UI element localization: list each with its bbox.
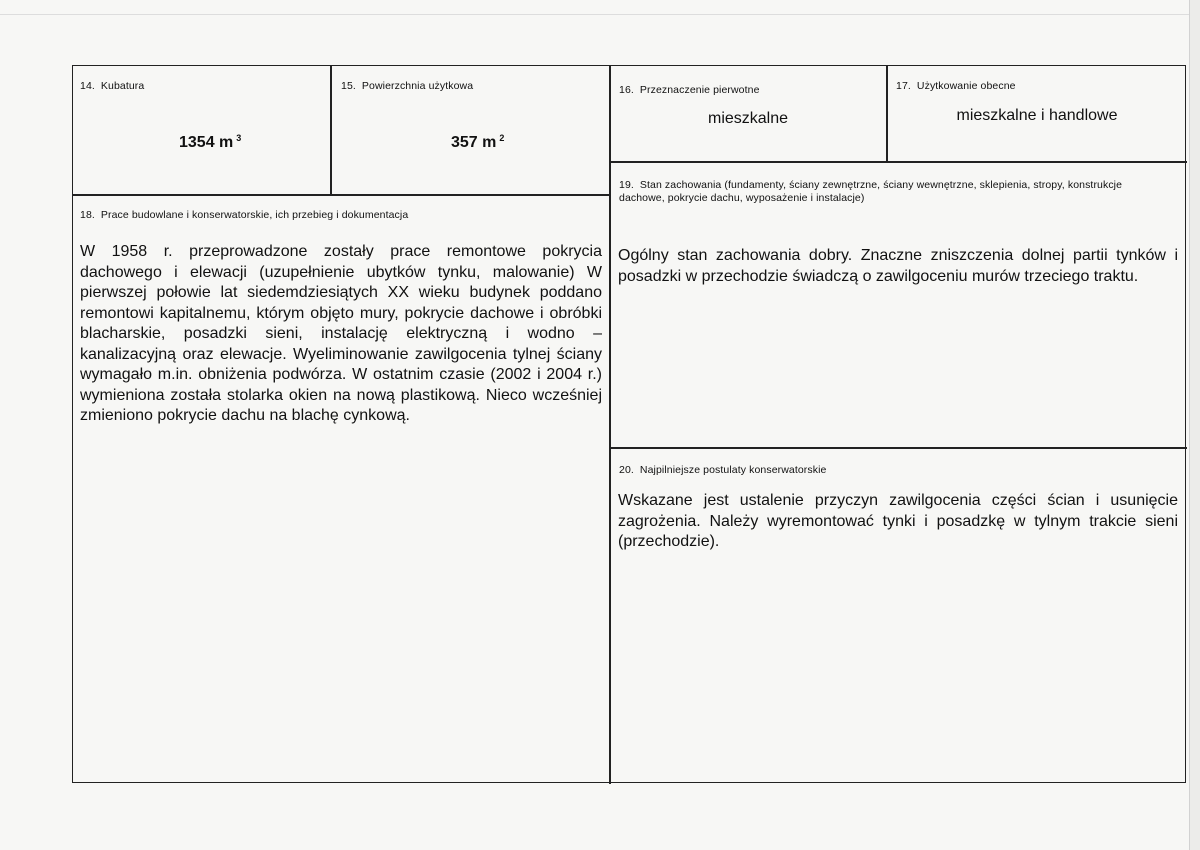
field-15-caption	[341, 80, 473, 92]
form-frame	[72, 65, 1186, 783]
field-18-number: 18.	[80, 209, 95, 221]
field-14-label: Kubatura	[100, 80, 145, 92]
divider-v-main	[609, 66, 611, 784]
field-18-text: W 1958 r. przeprowadzone zostały prace remontowe pokrycia dachowego i elewacji (uzupełnienie ubytków tynku, malowanie) W pierwszej połowie lat siedemdziesiątych XX wieku budynek poddano remontowi kapitalnemu, którym objęto mury, pokrycie dachowe i obróbki blacharskie, posadzki sieni, instalację elektryczną i wodno – kanalizacyjną oraz elewacje. Wyeliminowanie zawilgocenia tylnej ściany wymagało m.in. obniżenia podwórza. W ostatnim czasie (2002 i 2004 r.) wymieniona została stolarka okien na nową plastikową. Nieco wcześniej zmieniono pokrycie dachu na blachę cynkową.	[80, 243, 602, 424]
scan-top-edge	[0, 0, 1200, 15]
divider-v-14-15	[330, 66, 332, 194]
field-14-value-text: 1354 m	[179, 134, 234, 151]
field-14-number: 14.	[80, 80, 95, 92]
divider-h-left	[73, 194, 610, 196]
divider-h-right-2	[609, 447, 1187, 449]
field-17-number: 17.	[896, 80, 911, 92]
field-19-caption	[619, 179, 1164, 205]
field-15-unit-sup: 2	[499, 133, 505, 143]
field-15-number: 15.	[341, 80, 356, 92]
field-14-caption	[80, 80, 144, 92]
field-19-number: 19.	[619, 179, 634, 191]
field-15-value	[451, 134, 504, 152]
divider-h-right-1	[609, 161, 1187, 163]
field-18-label: Prace budowlane i konserwatorskie, ich przebieg i dokumentacja	[100, 209, 409, 221]
field-19-text: Ogólny stan zachowania dobry. Znaczne zniszczenia dolnej partii tynków i posadzki w przechodzie świadczą o zawilgoceniu murów trzeciego traktu.	[618, 247, 1178, 285]
field-20-text: Wskazane jest ustalenie przyczyn zawilgocenia części ścian i usunięcie zagrożenia. Należy wyremontować tynki i posadzkę w tylnym trakcie sieni (przechodzie).	[618, 492, 1178, 550]
field-15-label: Powierzchnia użytkowa	[361, 80, 474, 92]
field-16-label: Przeznaczenie pierwotne	[639, 84, 760, 96]
field-17-value: mieszkalne i handlowe	[956, 107, 1118, 124]
field-20-number: 20.	[619, 464, 634, 476]
field-16-number: 16.	[619, 84, 634, 96]
field-15-value-text: 357 m	[451, 134, 497, 151]
field-20-caption	[619, 464, 826, 476]
field-18-caption	[80, 209, 408, 221]
field-20-label: Najpilniejsze postulaty konserwatorskie	[639, 464, 827, 476]
field-14-unit-sup: 3	[236, 133, 242, 143]
field-17-label: Użytkowanie obecne	[916, 80, 1016, 92]
field-17-caption	[896, 80, 1016, 92]
field-14-value	[179, 134, 241, 152]
field-19-label: Stan zachowania (fundamenty, ściany zewnętrzne, ściany wewnętrzne, sklepienia, stropy, konstrukcje dachowe, pokrycie dachu, wyposażenie i instalacje)	[619, 179, 1123, 204]
field-16-value: mieszkalne	[707, 110, 789, 127]
scan-right-edge	[1189, 0, 1200, 850]
field-16-caption	[619, 84, 760, 96]
